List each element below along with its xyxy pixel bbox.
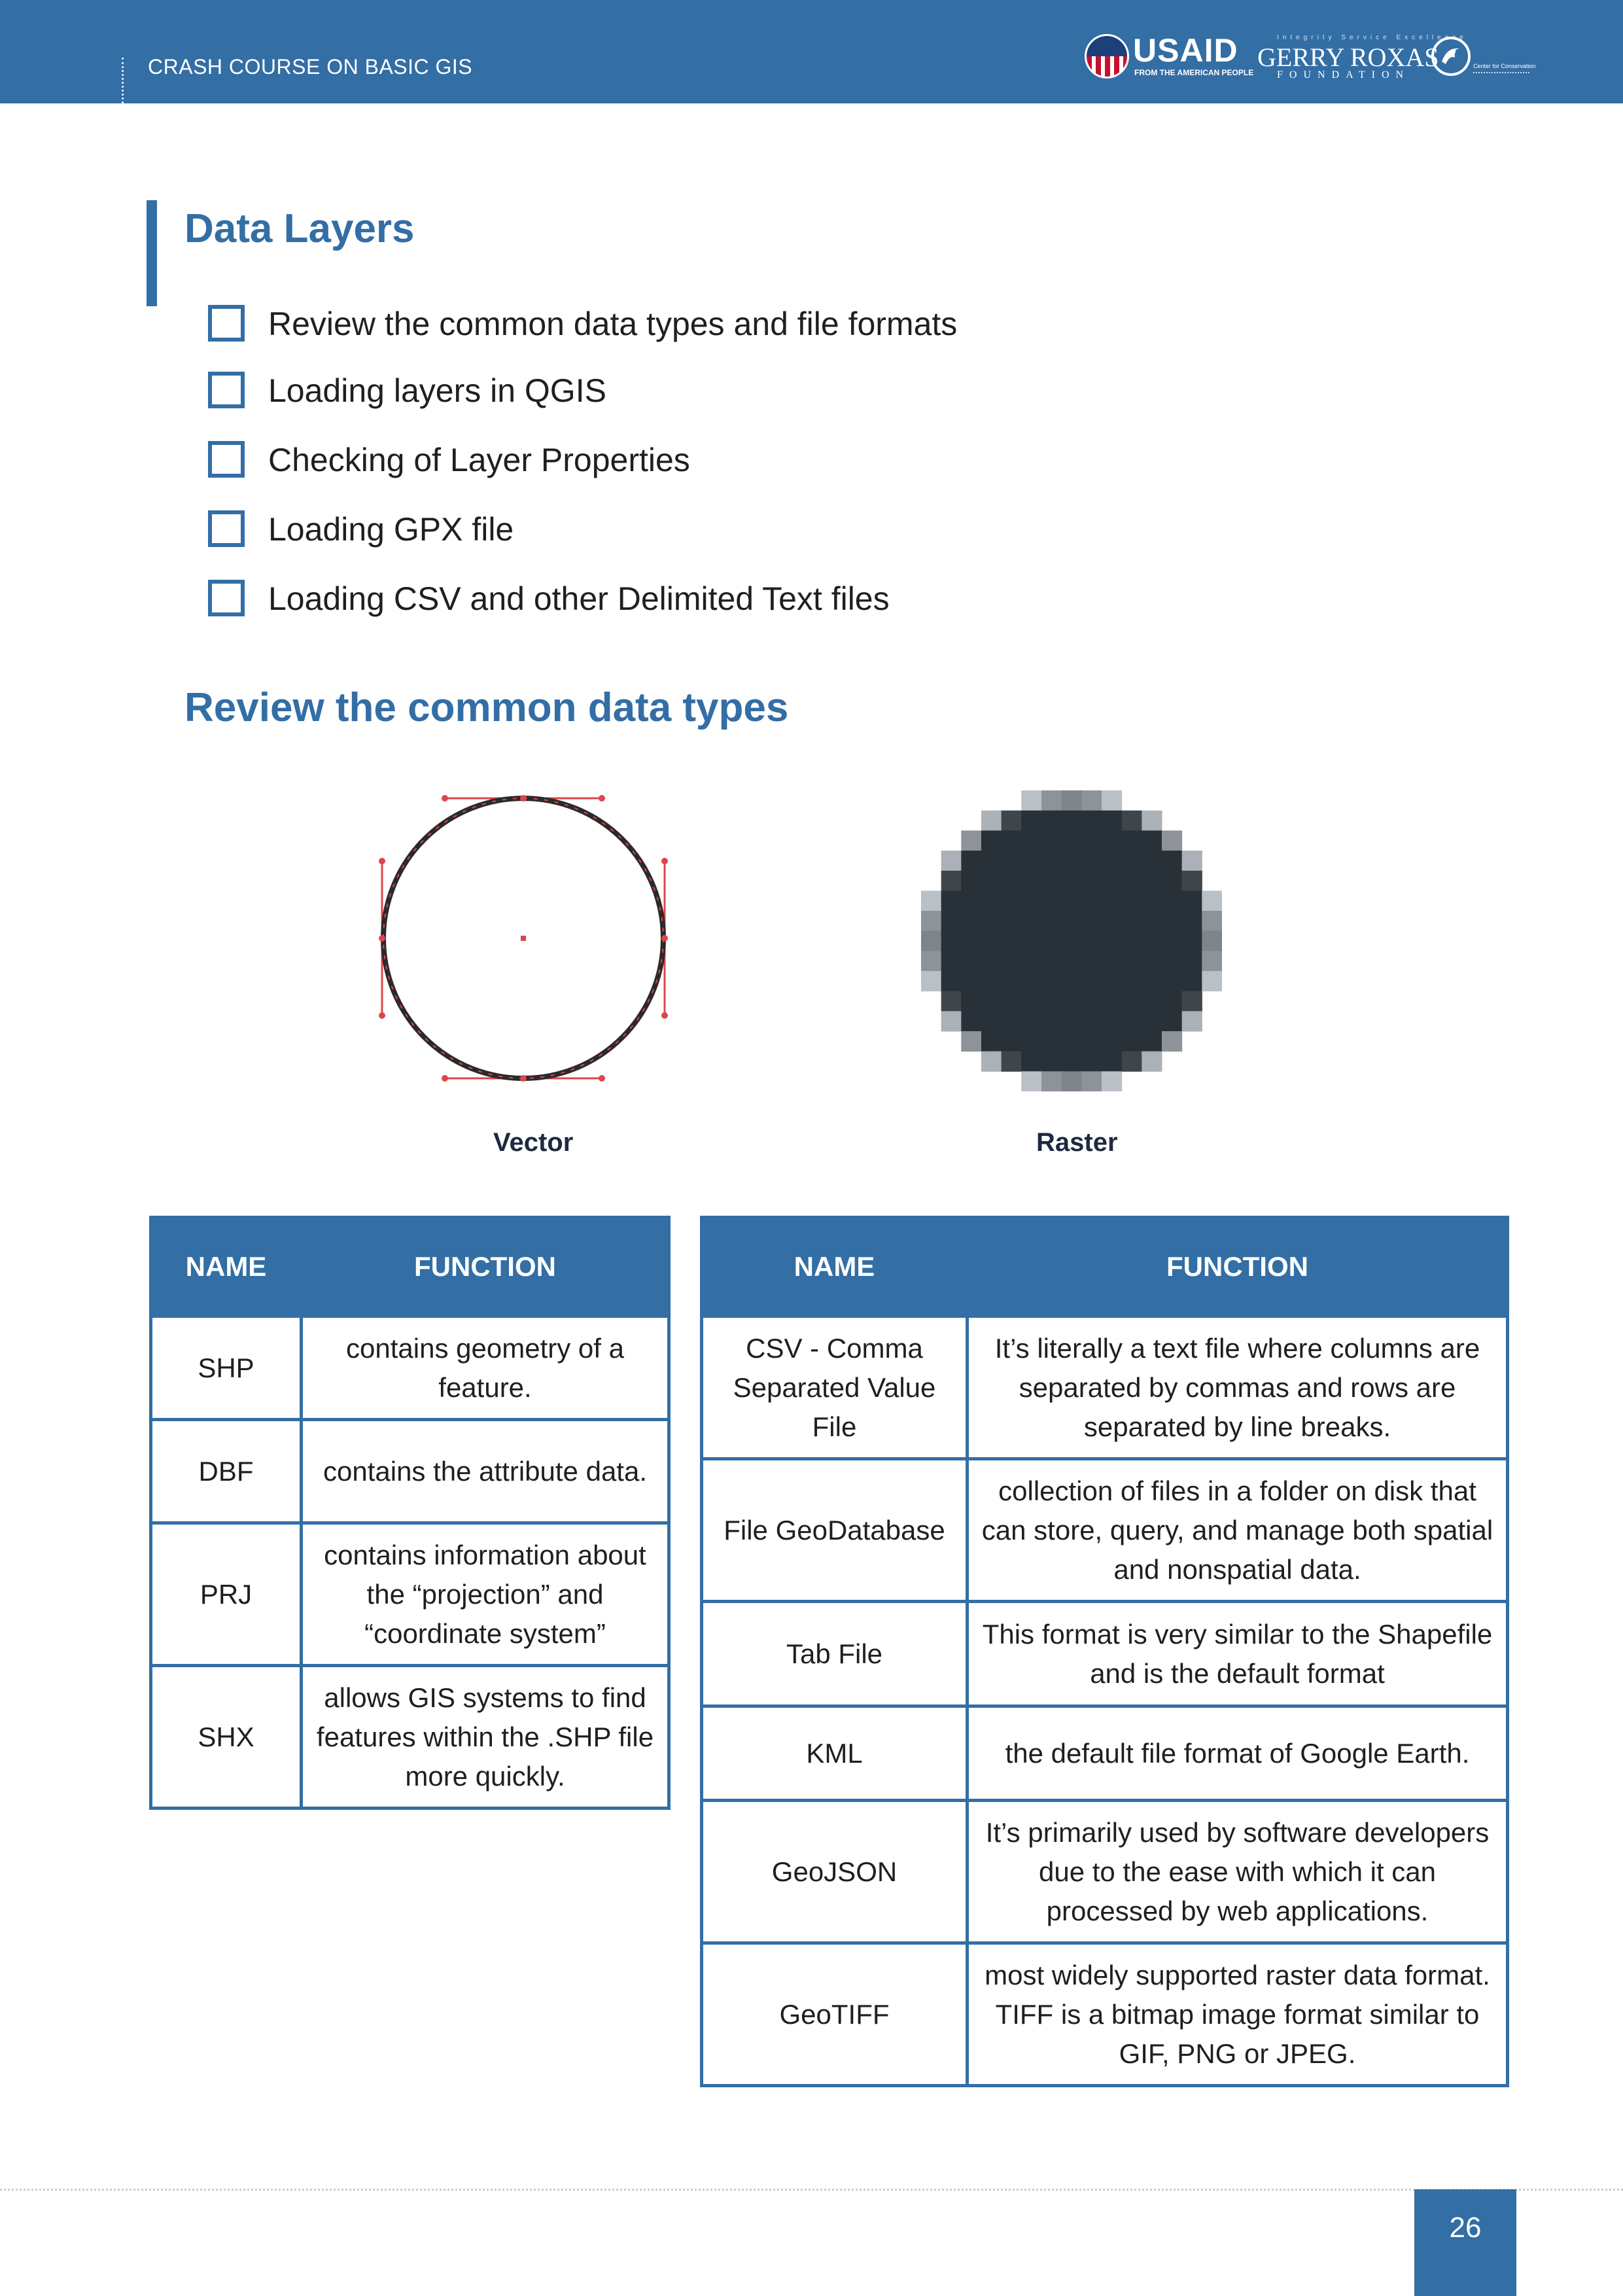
cell-function: allows GIS systems to find features within the .SHP file more quickly. [302,1666,669,1809]
raster-pixel [1142,851,1162,871]
raster-pixel [1041,951,1062,971]
raster-pixel [1122,991,1142,1012]
raster-pixel [1021,1031,1041,1051]
checkbox-icon[interactable] [208,510,245,547]
raster-pixel [1142,871,1162,891]
raster-pixel [1162,971,1182,991]
raster-pixel [1202,891,1222,911]
raster-pixel [961,971,981,991]
checklist-item-label: Review the common data types and file formats [268,306,958,342]
table-row [151,1523,669,1666]
raster-pixel [1182,871,1202,891]
raster-pixel [1182,851,1202,871]
raster-pixel [1142,811,1162,831]
raster-pixel [941,911,962,931]
cell-name: PRJ [151,1523,302,1666]
raster-pixel [1002,931,1022,951]
raster-pixel [1142,991,1162,1012]
raster-pixel [921,951,941,971]
raster-pixel [1062,1011,1082,1031]
raster-pixel [1122,1051,1142,1072]
raster-pixel [1002,851,1022,871]
raster-pixel [961,951,981,971]
raster-pixel [1202,971,1222,991]
raster-pixel [1041,830,1062,851]
raster-pixel [941,971,962,991]
cell-function: It’s literally a text file where columns are separated by commas and rows are separated by line breaks. [968,1316,1508,1459]
raster-pixel [1021,1051,1041,1072]
raster-pixel [1002,1051,1022,1072]
raster-pixel [1062,951,1082,971]
raster-pixel [961,871,981,891]
vector-label: Vector [493,1128,574,1157]
raster-pixel [1122,1031,1142,1051]
cell-name: File GeoDatabase [702,1459,968,1602]
raster-pixel [1021,811,1041,831]
usaid-logo-text: USAID [1133,32,1238,69]
raster-pixel [1162,891,1182,911]
header-divider [122,58,124,103]
raster-pixel [921,911,941,931]
raster-pixel [1182,931,1202,951]
raster-pixel [1021,1071,1041,1091]
raster-pixel [1021,830,1041,851]
raster-pixel [1062,991,1082,1012]
section-accent-bar [147,200,157,306]
raster-pixel [1021,951,1041,971]
raster-pixel [1002,891,1022,911]
raster-pixel [981,1031,1002,1051]
raster-pixel [981,951,1002,971]
raster-pixel [1162,871,1182,891]
raster-pixel [1062,911,1082,931]
raster-pixel [941,851,962,871]
raster-pixel [1002,991,1022,1012]
raster-pixel [1062,931,1082,951]
raster-pixel [941,951,962,971]
raster-pixel [1081,951,1102,971]
raster-pixel [941,871,962,891]
file-formats-table [700,1216,1509,2087]
raster-pixel [1062,811,1082,831]
raster-pixel [1122,891,1142,911]
table-row [702,1706,1508,1801]
cell-name: Tab File [702,1602,968,1706]
raster-pixel [1081,1031,1102,1051]
gerry-roxas-logo-text: GERRY ROXAS [1257,43,1439,72]
raster-pixel [1062,830,1082,851]
cell-function: This format is very similar to the Shapefile and is the default format [968,1602,1508,1706]
raster-pixel [1021,851,1041,871]
raster-pixel [1102,1051,1122,1072]
raster-pixel [1041,851,1062,871]
usaid-seal-icon [1085,34,1129,79]
raster-pixel [1102,1071,1122,1091]
raster-pixel [1081,1071,1102,1091]
cell-function: most widely supported raster data format. TIFF is a bitmap image format similar to GIF, PNG or JPEG. [968,1943,1508,2086]
raster-pixel [1102,911,1122,931]
cell-function: It’s primarily used by software developers due to the ease with which it can processed by web applications. [968,1801,1508,1943]
raster-pixel [1162,1011,1182,1031]
raster-pixel [1041,911,1062,931]
raster-pixel [1182,951,1202,971]
gerry-roxas-foundation-text: FOUNDATION [1277,69,1410,80]
raster-pixel [981,811,1002,831]
cell-function: collection of files in a folder on disk that can store, query, and manage both spatial and nonspatial data. [968,1459,1508,1602]
raster-pixel [1142,1051,1162,1072]
table-row [702,1316,1508,1459]
raster-pixel [1002,951,1022,971]
raster-pixel [1081,811,1102,831]
page-number: 26 [1449,2212,1482,2244]
raster-pixel [1162,851,1182,871]
raster-pixel [1062,1051,1082,1072]
raster-pixel [961,830,981,851]
checklist-item-label: Checking of Layer Properties [268,442,690,478]
raster-pixel [981,911,1002,931]
raster-pixel [1122,871,1142,891]
cell-function: the default file format of Google Earth. [968,1706,1508,1801]
raster-pixel [1081,871,1102,891]
raster-pixel [961,1031,981,1051]
table-row [702,1602,1508,1706]
raster-pixel [1002,1031,1022,1051]
raster-pixel [1162,931,1182,951]
raster-pixel [961,891,981,911]
raster-pixel [1102,851,1122,871]
column-header-function: FUNCTION [302,1218,669,1316]
gerry-roxas-tagline: Integrity Service Excellence [1277,34,1467,41]
raster-pixel [961,911,981,931]
raster-pixel [1062,1031,1082,1051]
raster-pixel [1142,951,1162,971]
checkbox-icon[interactable] [208,305,245,342]
raster-pixel [1142,931,1162,951]
raster-pixel [1081,891,1102,911]
raster-pixel [1102,971,1122,991]
raster-pixel [1041,1031,1062,1051]
raster-pixel [961,1011,981,1031]
raster-pixel [1041,790,1062,811]
raster-pixel [1162,951,1182,971]
raster-pixel [981,871,1002,891]
column-header-name: NAME [151,1218,302,1316]
checkbox-icon[interactable] [208,372,245,408]
raster-pixel [1002,871,1022,891]
raster-pixel [1021,971,1041,991]
raster-pixel [981,991,1002,1012]
raster-pixel [1041,871,1062,891]
raster-pixel [1062,891,1082,911]
raster-pixel [1162,1031,1182,1051]
raster-pixel [961,851,981,871]
raster-pixel [921,891,941,911]
raster-pixel [981,971,1002,991]
raster-pixel [981,931,1002,951]
page-number-box [1414,2189,1516,2296]
raster-pixel [1002,911,1022,931]
raster-pixel [941,1011,962,1031]
raster-pixel [1041,971,1062,991]
raster-pixel [1081,911,1102,931]
raster-pixel [941,891,962,911]
raster-pixel [1122,911,1142,931]
table-header-row [702,1218,1508,1316]
raster-pixel [1041,811,1062,831]
raster-pixel [1081,1011,1102,1031]
raster-pixel [981,891,1002,911]
table-row [151,1420,669,1523]
vector-circle-illustration [366,785,680,1099]
usaid-tagline: FROM THE AMERICAN PEOPLE [1134,68,1254,77]
footer-divider [0,2189,1623,2191]
raster-pixel [1162,911,1182,931]
table-row [702,1801,1508,1943]
raster-pixel [1021,931,1041,951]
raster-pixel [1002,811,1022,831]
raster-pixel [1081,931,1102,951]
cell-function: contains information about the “projection” and “coordinate system” [302,1523,669,1666]
raster-pixel [921,971,941,991]
raster-pixel [1002,830,1022,851]
raster-pixel [1062,851,1082,871]
raster-pixel [981,830,1002,851]
raster-pixel [1142,1011,1162,1031]
raster-pixel [1122,1011,1142,1031]
section-title: Data Layers [184,206,415,251]
raster-pixel [1202,951,1222,971]
raster-pixel [1102,871,1122,891]
raster-pixel [1021,790,1041,811]
raster-pixel [1041,931,1062,951]
raster-pixel [1081,790,1102,811]
raster-pixel [1041,891,1062,911]
conservation-logo-text: Center for Conservation [1473,63,1536,69]
raster-pixel [941,931,962,951]
checklist-item-label: Loading layers in QGIS [268,372,606,409]
raster-pixel [961,991,981,1012]
raster-pixel [1142,971,1162,991]
raster-pixel [1122,811,1142,831]
raster-pixel [1021,991,1041,1012]
cell-function: contains geometry of a feature. [302,1316,669,1420]
raster-pixel [1081,830,1102,851]
cell-name: KML [702,1706,968,1801]
raster-pixel [1002,971,1022,991]
raster-pixel [1182,991,1202,1012]
document-title: CRASH COURSE ON BASIC GIS [148,55,473,79]
raster-pixel [1182,911,1202,931]
raster-pixel [1002,1011,1022,1031]
cell-name: DBF [151,1420,302,1523]
cell-name: CSV - Comma Separated Value File [702,1316,968,1459]
raster-pixel [1041,1071,1062,1091]
raster-pixel [1102,891,1122,911]
raster-pixel [961,931,981,951]
raster-pixel [1102,811,1122,831]
raster-pixel [1062,971,1082,991]
raster-pixel [1102,991,1122,1012]
table-row [151,1316,669,1420]
raster-pixel [1062,1071,1082,1091]
raster-pixel [1102,1031,1122,1051]
raster-pixel [1102,790,1122,811]
shapefile-components-table [149,1216,671,1810]
raster-pixel [981,1051,1002,1072]
cell-function: contains the attribute data. [302,1420,669,1523]
cell-name: SHX [151,1666,302,1809]
raster-pixel [1202,911,1222,931]
raster-pixel [1162,830,1182,851]
raster-pixel [1102,830,1122,851]
raster-pixel [1162,991,1182,1012]
raster-pixel [1021,891,1041,911]
raster-pixel [1062,790,1082,811]
conservation-logo-icon [1430,35,1472,77]
raster-pixel [921,931,941,951]
raster-pixel [941,991,962,1012]
raster-pixel [1142,911,1162,931]
raster-pixel [1122,951,1142,971]
cell-name: GeoTIFF [702,1943,968,2086]
raster-pixel [1102,1011,1122,1031]
raster-pixel [1081,991,1102,1012]
raster-pixel [1021,1011,1041,1031]
raster-pixel [1182,971,1202,991]
raster-pixel [1041,1051,1062,1072]
raster-pixel [1081,971,1102,991]
checkbox-icon[interactable] [208,580,245,616]
subsection-title: Review the common data types [184,685,789,730]
raster-circle-illustration [921,790,1222,1091]
checkbox-icon[interactable] [208,441,245,478]
raster-pixel [1202,931,1222,951]
raster-pixel [1122,931,1142,951]
raster-label: Raster [1036,1128,1118,1157]
raster-pixel [1182,1011,1202,1031]
column-header-function: FUNCTION [968,1218,1508,1316]
cell-name: GeoJSON [702,1801,968,1943]
raster-pixel [1041,991,1062,1012]
table-row [702,1943,1508,2086]
raster-pixel [1062,871,1082,891]
raster-pixel [1021,911,1041,931]
raster-pixel [1102,931,1122,951]
raster-pixel [1122,830,1142,851]
checklist-item-label: Loading GPX file [268,511,514,548]
raster-pixel [1182,891,1202,911]
raster-pixel [1081,1051,1102,1072]
raster-pixel [1122,971,1142,991]
raster-pixel [981,1011,1002,1031]
cell-name: SHP [151,1316,302,1420]
table-row [702,1459,1508,1602]
raster-pixel [1021,871,1041,891]
raster-pixel [1142,830,1162,851]
raster-pixel [1142,1031,1162,1051]
raster-pixel [1041,1011,1062,1031]
raster-pixel [981,851,1002,871]
raster-pixel [1102,951,1122,971]
raster-pixel [1122,851,1142,871]
raster-pixel [1081,851,1102,871]
raster-pixel [1142,891,1162,911]
checklist-item-label: Loading CSV and other Delimited Text files [268,580,890,617]
column-header-name: NAME [702,1218,968,1316]
table-header-row [151,1218,669,1316]
table-row [151,1666,669,1809]
conservation-logo-rule [1473,72,1529,73]
